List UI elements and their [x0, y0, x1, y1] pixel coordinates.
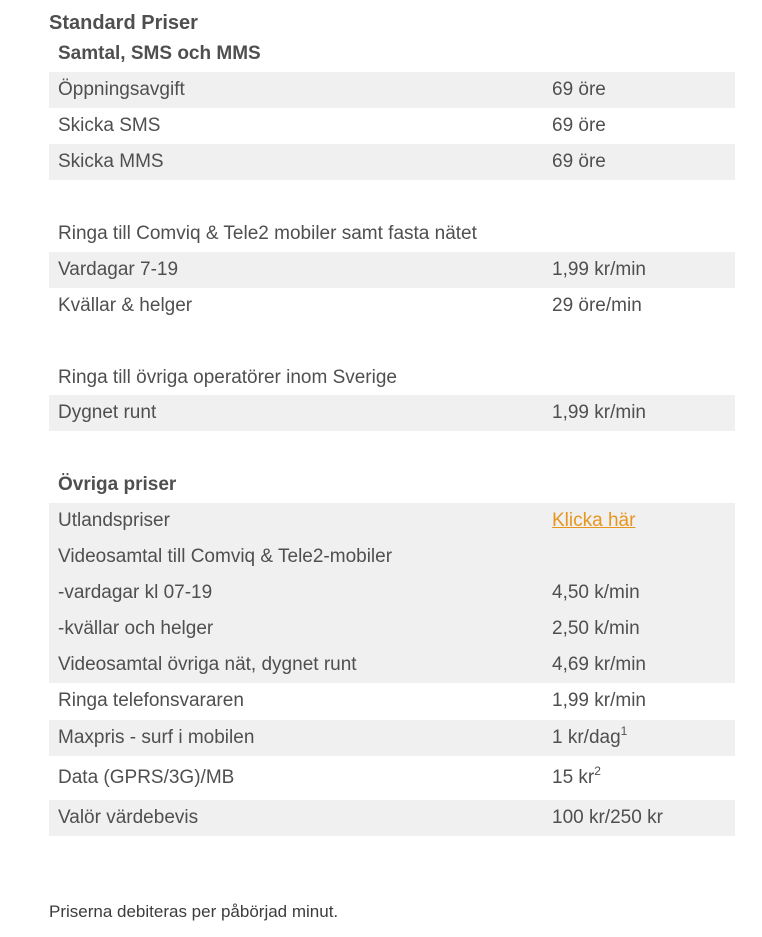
price-value: 1,99 kr/min	[552, 690, 646, 711]
price-value: 69 öre	[552, 79, 606, 100]
price-row	[49, 288, 735, 324]
price-row	[49, 503, 735, 539]
price-row	[49, 683, 735, 719]
price-label: Kvällar & helger	[58, 295, 193, 316]
section-heading-label: Ringa till övriga operatörer inom Sverige	[58, 367, 397, 388]
price-label: Skicka MMS	[58, 151, 164, 172]
price-value: 4,69 kr/min	[552, 654, 646, 675]
price-label: Maxpris - surf i mobilen	[58, 727, 255, 748]
page-title: Standard Priser	[49, 12, 198, 34]
price-label: Videosamtal till Comviq & Tele2-mobiler	[58, 546, 393, 567]
footnote-text: Priserna debiteras per påbörjad minut.	[49, 902, 339, 921]
price-value: 100 kr/250 kr	[552, 807, 663, 828]
price-row	[49, 144, 735, 180]
price-value	[552, 763, 601, 789]
price-label: Öppningsavgift	[58, 79, 185, 100]
price-value: 1,99 kr/min	[552, 402, 646, 423]
price-value-text: 1 kr/dag	[552, 727, 621, 748]
price-label: -kvällar och helger	[58, 618, 214, 639]
price-row	[49, 720, 735, 756]
price-value-text: 15 kr	[552, 767, 595, 788]
price-label: Ringa telefonsvararen	[58, 690, 244, 711]
price-row	[49, 760, 735, 796]
price-row	[49, 539, 735, 575]
international-prices-link[interactable]: Klicka här	[552, 510, 636, 531]
section-heading	[49, 36, 735, 72]
price-row	[49, 395, 735, 431]
section-heading	[49, 467, 735, 503]
price-row	[49, 575, 735, 611]
price-label: Videosamtal övriga nät, dygnet runt	[58, 654, 357, 675]
price-row	[49, 72, 735, 108]
price-value	[552, 723, 628, 749]
section-heading-label: Övriga priser	[58, 474, 177, 495]
price-label: Valör värdebevis	[58, 807, 199, 828]
section-heading-label: Ringa till Comviq & Tele2 mobiler samt fasta nätet	[58, 223, 477, 244]
section-heading-label: Samtal, SMS och MMS	[58, 43, 261, 64]
price-label: Vardagar 7-19	[58, 259, 179, 280]
price-row	[49, 108, 735, 144]
price-row	[49, 252, 735, 288]
price-row	[49, 647, 735, 683]
price-value: 1,99 kr/min	[552, 259, 646, 280]
price-label: -vardagar kl 07-19	[58, 582, 213, 603]
price-value: 69 öre	[552, 115, 606, 136]
price-value: 4,50 k/min	[552, 582, 640, 603]
price-label: Skicka SMS	[58, 115, 161, 136]
price-value: 69 öre	[552, 151, 606, 172]
price-value: 29 öre/min	[552, 295, 642, 316]
section-heading	[49, 216, 735, 252]
section-heading	[49, 360, 735, 396]
footnote-marker: 2	[594, 763, 601, 778]
price-value: 2,50 k/min	[552, 618, 640, 639]
price-label: Utlandspriser	[58, 510, 170, 531]
price-row	[49, 611, 735, 647]
price-label: Data (GPRS/3G)/MB	[58, 767, 235, 788]
footnote-marker: 1	[620, 723, 628, 738]
price-row	[49, 800, 735, 836]
price-label: Dygnet runt	[58, 402, 157, 423]
